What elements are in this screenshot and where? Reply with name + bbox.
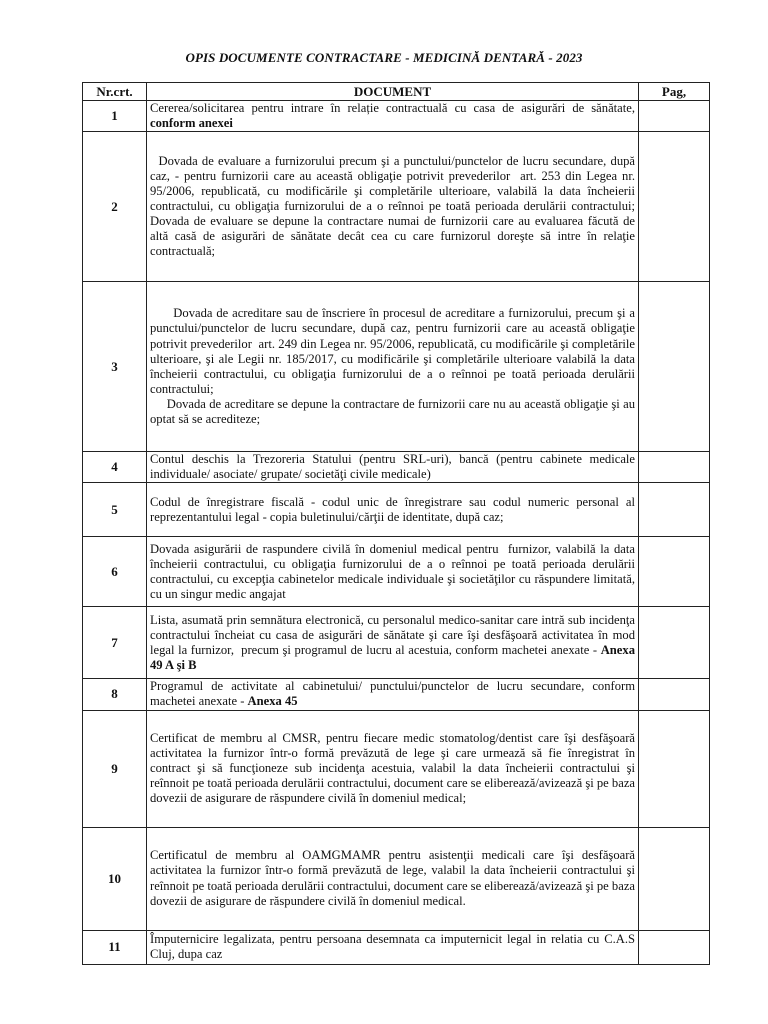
description-text bbox=[150, 848, 639, 908]
page-number-cell[interactable] bbox=[639, 452, 710, 483]
description-text bbox=[150, 494, 639, 525]
description-bold-reference: Anexa 49 A şi B bbox=[150, 642, 635, 672]
description-paragraph: Lista, asumată prin semnătura electronică, cu personalul medico-sanitar care intră sub incidenţa contractului încheiat cu casa de asigurări de sănătate şi care îşi desfăşoară activitatea în mod legal la furnizor, precum şi programul de lucru al acestuia, conform machetei anexate - bbox=[150, 612, 639, 657]
row-number: 1 bbox=[83, 101, 147, 132]
description-text bbox=[150, 541, 639, 602]
description-paragraph: Dovada de acreditare se depune la contractare de furnizorii care nu au această obligaţie şi au optat să se acrediteze; bbox=[150, 396, 639, 426]
document-description bbox=[147, 710, 639, 827]
page-number-cell[interactable] bbox=[639, 930, 710, 964]
document-description bbox=[147, 679, 639, 710]
document-description bbox=[147, 452, 639, 483]
table-row bbox=[83, 452, 710, 483]
row-number: 11 bbox=[83, 930, 147, 964]
row-number: 3 bbox=[83, 282, 147, 452]
document-description bbox=[147, 827, 639, 930]
row-number: 5 bbox=[83, 483, 147, 537]
description-text bbox=[150, 101, 639, 131]
document-description bbox=[147, 101, 639, 132]
description-paragraph: Dovada de evaluare a furnizorului precum şi a punctului/punctelor de lucru secundare, după caz, - pentru furnizorii care au această obligaţie potrivit prevederilor art. 253 din Legea nr. 95/2006, republicată, cu modificările şi completările ulterioare, valabilă la data încheierii contractului, cu obligaţia furnizorului de a o reînnoi pe toată perioada derulării contractului; Dovada de evaluare se depune la contractare numai de furnizorii care au evaluarea făcută de altă casă de asigurări de sănătate decât cea cu care furnizorul doreşte să intre în relaţie contractuală; bbox=[150, 153, 639, 259]
description-text bbox=[150, 730, 639, 806]
table-row bbox=[83, 483, 710, 537]
table-row bbox=[83, 282, 710, 452]
table-header-row bbox=[83, 83, 710, 101]
column-header-nr: Nr.crt. bbox=[83, 83, 147, 101]
description-paragraph: Cererea/solicitarea pentru intrare în relație contractuală cu casa de asigurări de sănătate, bbox=[150, 101, 639, 115]
description-text bbox=[150, 153, 639, 260]
description-paragraph: Codul de înregistrare fiscală - codul unic de înregistrare sau codul numeric personal al reprezentantului legal - copia buletinului/cărţii de identitate, după caz; bbox=[150, 494, 639, 524]
table-row bbox=[83, 607, 710, 679]
document-description bbox=[147, 483, 639, 537]
table-row bbox=[83, 679, 710, 710]
row-number: 8 bbox=[83, 679, 147, 710]
description-paragraph: Certificatul de membru al OAMGMAMR pentru asistenţii medicali care îşi desfăşoară activitatea la furnizor într-o formă prevăzută de lege, valabil la data încheierii contractului şi reînnoit pe toată perioada derulării contractului, document care se eliberează/avizează şi pe baza dovezii de asigurare de răspundere civilă în domeniul medical. bbox=[150, 848, 639, 908]
description-paragraph: Contul deschis la Trezoreria Statului (pentru SRL-uri), bancă (pentru cabinete medicale individuale/ asociate/ grupate/ societăţi civile medicale) bbox=[150, 452, 639, 482]
table-row bbox=[83, 132, 710, 282]
description-bold-reference: Anexa 45 bbox=[247, 694, 298, 709]
description-bold-reference: conform anexei bbox=[150, 116, 233, 131]
document-description bbox=[147, 607, 639, 679]
row-number: 7 bbox=[83, 607, 147, 679]
column-header-document: DOCUMENT bbox=[147, 83, 639, 101]
documents-table bbox=[82, 82, 710, 965]
page-number-cell[interactable] bbox=[639, 132, 710, 282]
table-row bbox=[83, 101, 710, 132]
description-text bbox=[150, 931, 645, 962]
description-text bbox=[150, 396, 639, 427]
page-number-cell[interactable] bbox=[639, 101, 710, 132]
page-number-cell[interactable] bbox=[639, 679, 710, 710]
description-paragraph: Dovada asigurării de raspundere civilă în domeniul medical pentru furnizor, valabilă la data încheierii contractului, cu obligaţia furnizorului de a o reînnoi pe toată perioada derulării contractului, cu excepţia cabinetelor medicale individuale şi societăţilor cu răspundere limitată, cu un singur medic angajat bbox=[150, 541, 639, 601]
description-paragraph: Certificat de membru al CMSR, pentru fiecare medic stomatolog/dentist care îşi desfăşoară activitatea la furnizor într-o formă prevăzută de lege şi care urmează să fie înregistrat în contract şi să funcţioneze sub incidenţa acestuia, valabil la data încheierii contractului şi reînnoit pe toată perioada derulării contractului, document care se eliberează/avizează şi pe baza dovezii de asigurare de răspundere civilă în domeniul medical; bbox=[150, 730, 639, 806]
row-number: 4 bbox=[83, 452, 147, 483]
document-description bbox=[147, 132, 639, 282]
page-number-cell[interactable] bbox=[639, 827, 710, 930]
table-row bbox=[83, 827, 710, 930]
table-row bbox=[83, 710, 710, 827]
row-number: 6 bbox=[83, 537, 147, 607]
row-number: 10 bbox=[83, 827, 147, 930]
document-description bbox=[147, 930, 645, 964]
page-number-cell[interactable] bbox=[639, 607, 710, 679]
description-text bbox=[150, 679, 639, 709]
document-description bbox=[147, 282, 639, 452]
page-number-cell[interactable] bbox=[639, 710, 710, 827]
description-text bbox=[150, 612, 639, 673]
page-number-cell[interactable] bbox=[639, 282, 710, 452]
column-header-pag: Pag, bbox=[639, 83, 710, 101]
description-paragraph: Împuternicire legalizata, pentru persoana desemnata ca imputernicit legal in relatia cu C.A.S Cluj, dupa caz bbox=[150, 931, 645, 962]
description-paragraph: Dovada de acreditare sau de înscriere în procesul de acreditare a furnizorului, precum şi a punctului/punctelor de lucru secundare, după caz, pentru furnizorii care au această obligaţie potrivit prevederilor art. 249 din Legea nr. 95/2006, republicată, cu modificările şi completările ulterioare, şi ale Legii nr. 185/2017, cu modificările şi completările ulterioare valabilă la data încheierii contractului, cu obligaţia furnizorului de a o reînnoi pe toată perioada derulării contractului; bbox=[150, 306, 639, 396]
page-number-cell[interactable] bbox=[639, 537, 710, 607]
page-title: OPIS DOCUMENTE CONTRACTARE - MEDICINĂ DENTARĂ - 2023 bbox=[185, 50, 583, 65]
description-text bbox=[150, 452, 639, 482]
table-row bbox=[83, 930, 710, 964]
table-row bbox=[83, 537, 710, 607]
description-paragraph: Programul de activitate al cabinetului/ punctului/punctelor de lucru secundare, conform machetei anexate - bbox=[150, 679, 639, 709]
row-number: 9 bbox=[83, 710, 147, 827]
document-description bbox=[147, 537, 639, 607]
page-number-cell[interactable] bbox=[639, 483, 710, 537]
description-text bbox=[150, 306, 639, 397]
row-number: 2 bbox=[83, 132, 147, 282]
